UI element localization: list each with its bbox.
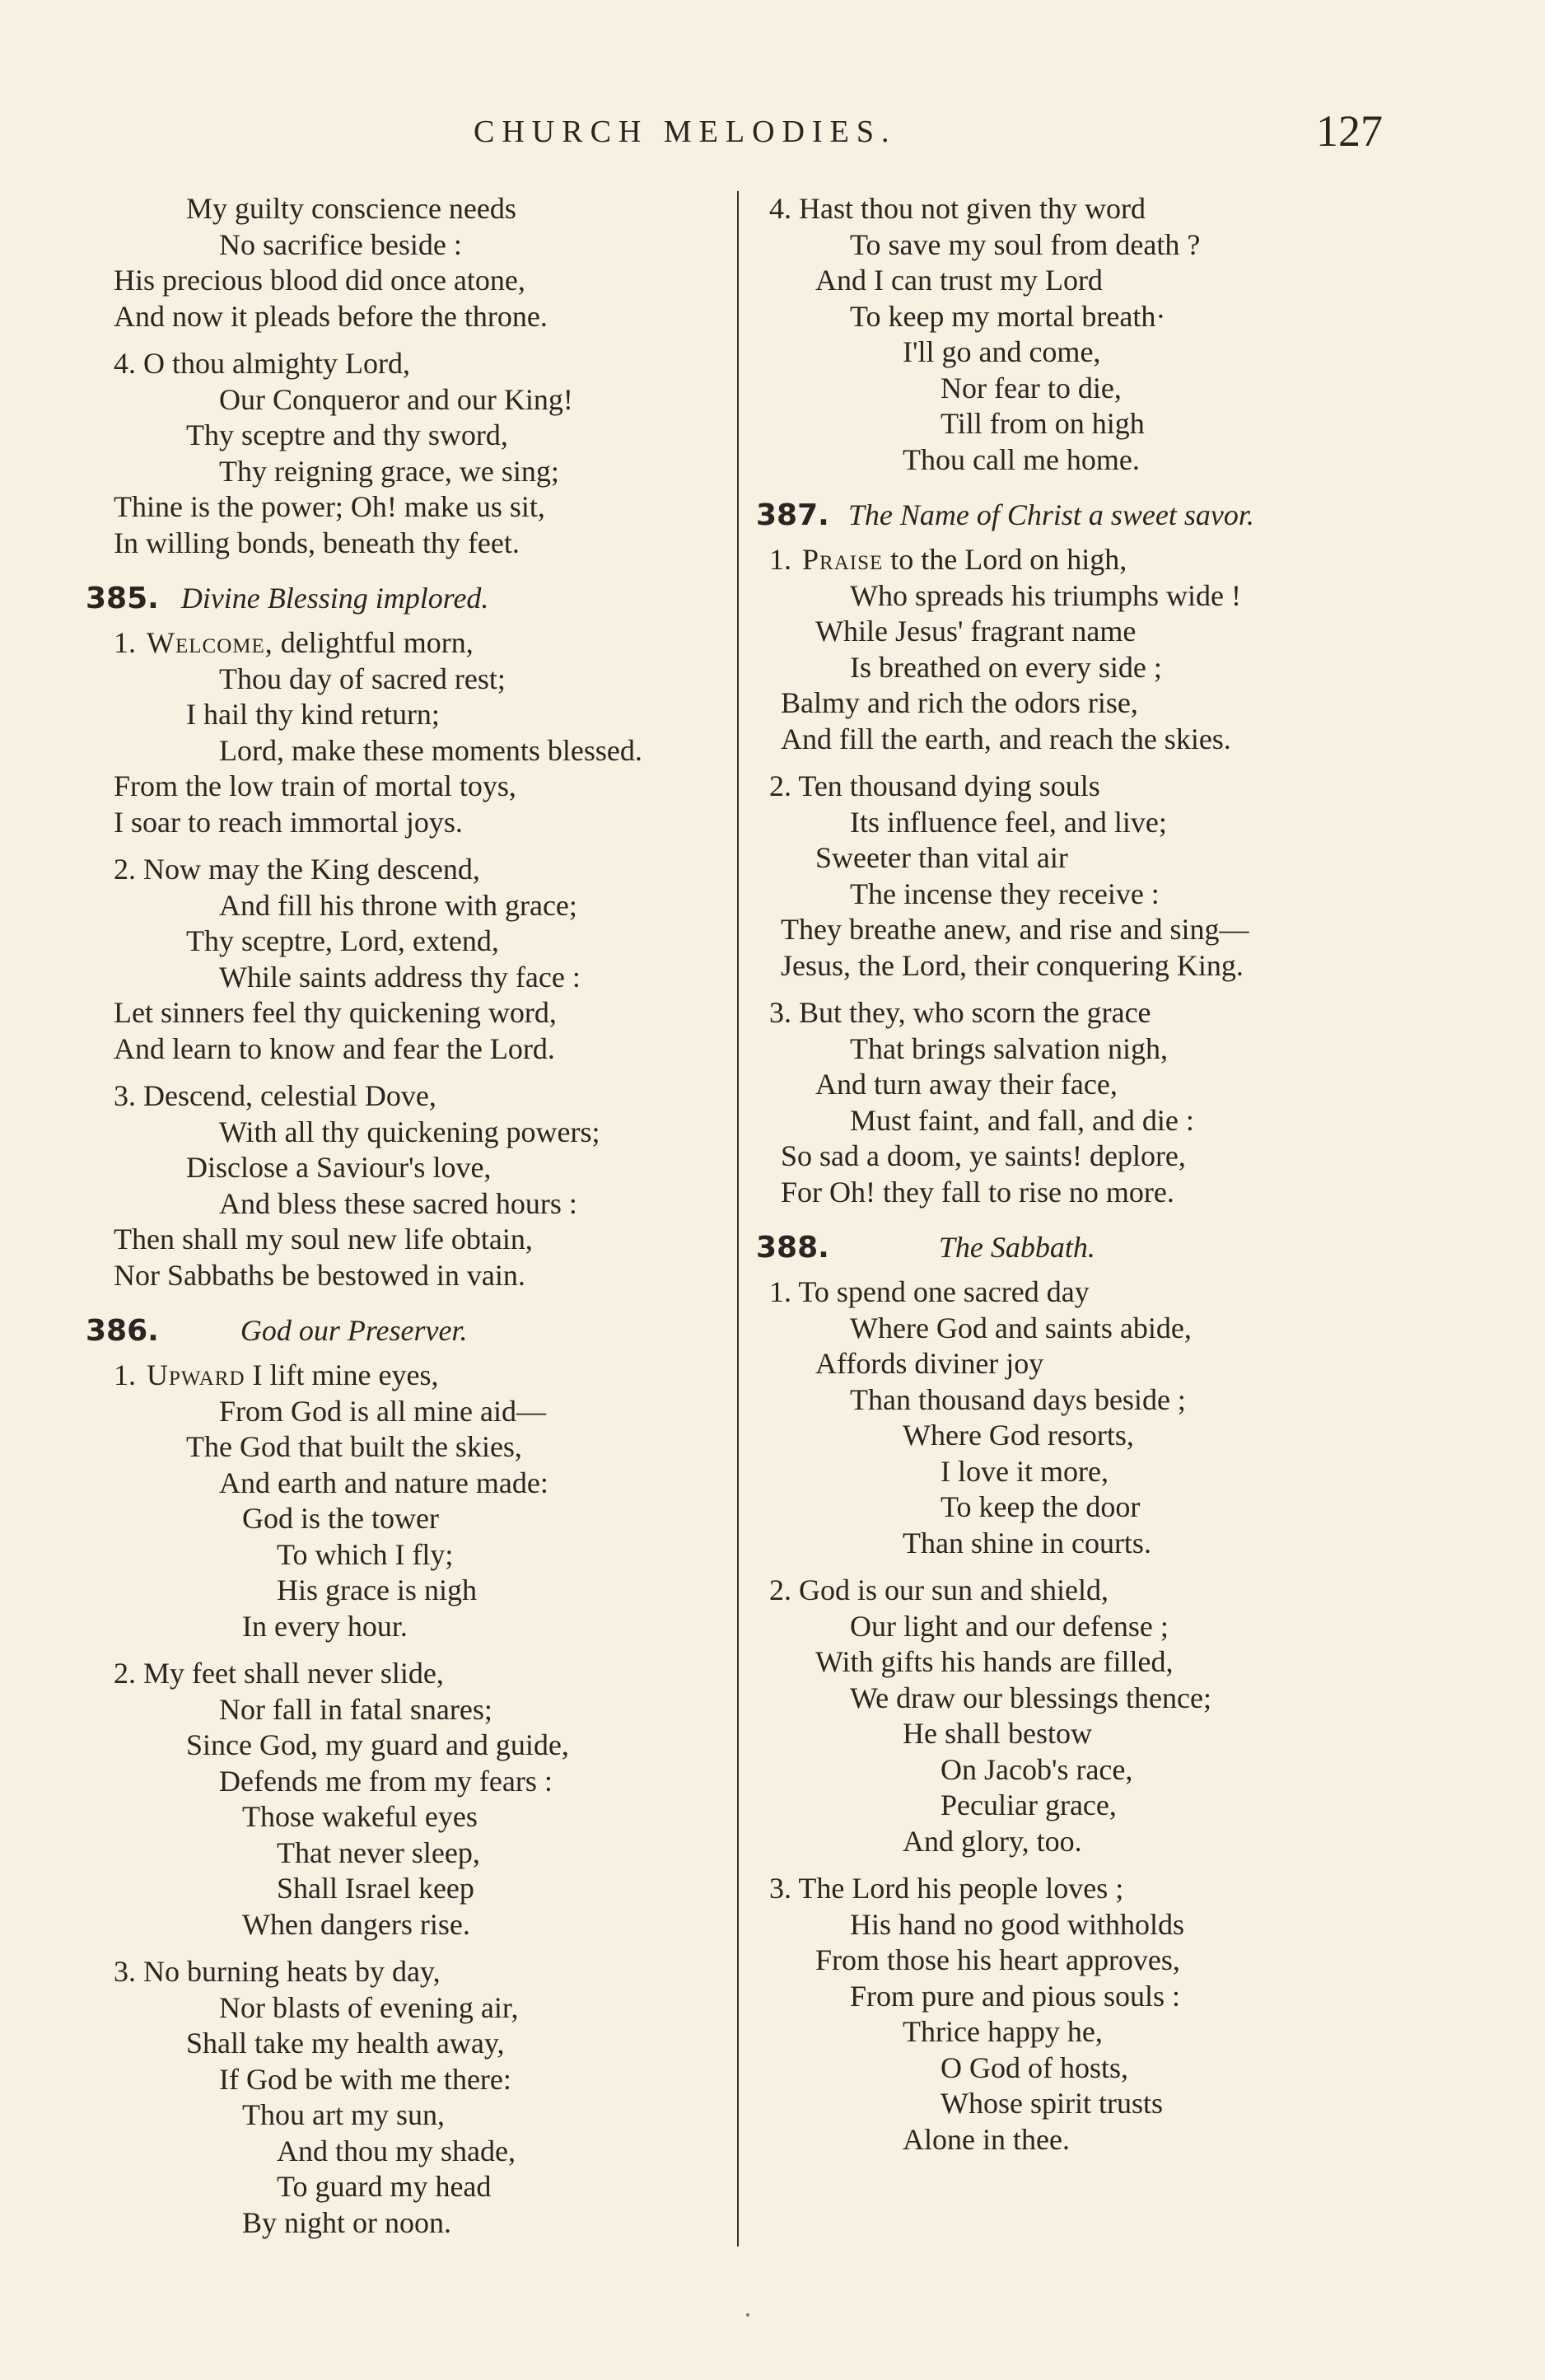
verse-line: O God of hosts, (941, 2050, 1129, 2084)
verse-number: 1. (114, 1358, 136, 1391)
verse-line: 2. Ten thousand dying souls (769, 769, 1100, 802)
verse-line: From the low train of mortal toys, (114, 769, 516, 802)
verse-line: 4. Hast thou not given thy word (769, 192, 1146, 225)
verse (114, 1358, 723, 1644)
verse-line: Thou call me home. (903, 442, 1140, 476)
verse-line: Thine is the power; Oh! make us sit, (114, 490, 545, 523)
verse (766, 995, 1408, 1210)
verse-line: And now it pleads before the throne. (114, 299, 548, 333)
page-header (0, 105, 1545, 155)
verse-line: 3. No burning heats by day, (114, 1955, 441, 1988)
verse-line: Who spreads his triumphs wide ! (850, 578, 1241, 612)
verse-line: Our light and our defense ; (850, 1609, 1169, 1643)
verse-line: In every hour. (242, 1609, 408, 1643)
hymn-number: 388. (756, 1231, 829, 1265)
verse-line: To keep the door (941, 1490, 1141, 1523)
verse-line: By night or noon. (242, 2205, 452, 2239)
verse-line: His hand no good withholds (850, 1907, 1185, 1941)
verse-line: And I can trust my Lord (815, 264, 1103, 297)
verse-number: 1. (769, 543, 791, 576)
verse-line: To save my soul from death ? (850, 227, 1201, 261)
verse-line: And fill the earth, and reach the skies. (781, 722, 1231, 755)
verse-continuation (114, 191, 723, 334)
hymn-heading (756, 1228, 1408, 1266)
verse (766, 1871, 1408, 2158)
hymn-heading (756, 496, 1408, 534)
verse-line: For Oh! they fall to rise no more. (781, 1175, 1174, 1209)
verse-line: And bless these sacred hours : (219, 1186, 577, 1220)
print-speck (746, 2313, 749, 2317)
verse-line: Disclose a Saviour's love, (186, 1151, 492, 1184)
verse (766, 769, 1408, 984)
hymn-title: God our Preserver. (240, 1314, 468, 1347)
verse-line: Sweeter than vital air (815, 841, 1068, 874)
verse-line (766, 542, 1408, 578)
verse-line: 4. O thou almighty Lord, (114, 347, 410, 380)
first-word: Praise (802, 543, 884, 576)
verse-line: Affords diviner joy (815, 1347, 1044, 1380)
verse-line: Then shall my soul new life obtain, (114, 1223, 533, 1255)
verse-line: From God is all mine aid— (219, 1394, 546, 1428)
verse-line: In willing bonds, beneath thy feet. (114, 526, 520, 559)
verse-line-rest: delightful morn, (273, 626, 474, 659)
verse-line: 3. But they, who scorn the grace (769, 996, 1151, 1029)
verse-line: Nor blasts of evening air, (219, 1990, 519, 2024)
verse-line: My guilty conscience needs (186, 192, 516, 225)
verse-line: From those his heart approves, (815, 1943, 1180, 1976)
verse-line: Our Conqueror and our King! (219, 382, 573, 416)
verse-line (114, 1358, 723, 1394)
column-divider (737, 191, 739, 2247)
verse-line-rest: to the Lord on high, (883, 543, 1127, 576)
verse-line: From pure and pious souls : (850, 1979, 1180, 2013)
verse-line: Than thousand days beside ; (850, 1382, 1186, 1416)
verse-line: Thou day of sacred rest; (219, 662, 506, 695)
verse-line: His grace is nigh (277, 1573, 477, 1606)
verse-line: God is the tower (242, 1502, 439, 1535)
verse-line: Shall take my health away, (186, 2027, 505, 2060)
verse-line: 2. My feet shall never slide, (114, 1657, 444, 1690)
page-number: 127 (1316, 106, 1383, 156)
verse-line: I love it more, (941, 1454, 1109, 1488)
verse-line: Thrice happy he, (903, 2015, 1103, 2048)
verse-line: 1. To spend one sacred day (769, 1275, 1090, 1308)
verse-line: While Jesus' fragrant name (815, 615, 1137, 648)
verse-line: That brings salvation nigh, (850, 1031, 1168, 1065)
hymn-title: The Sabbath. (938, 1231, 1095, 1264)
verse-line: And thou my shade, (277, 2134, 516, 2167)
verse-line: Thou art my sun, (242, 2098, 445, 2131)
verse-line: If God be with me there: (219, 2062, 511, 2096)
verse-line: And earth and nature made: (219, 1466, 548, 1499)
verse-line: Must faint, and fall, and die : (850, 1103, 1194, 1137)
verse-line: Shall Israel keep (277, 1872, 474, 1905)
verse-line: Defends me from my fears : (219, 1764, 553, 1798)
verse-line: Let sinners feel thy quickening word, (114, 996, 557, 1029)
verse-line: With gifts his hands are filled, (815, 1645, 1174, 1678)
verse (766, 542, 1408, 757)
hymn-heading (86, 1312, 723, 1349)
verse (114, 1078, 723, 1293)
verse-line: 2. God is our sun and shield, (769, 1573, 1109, 1606)
hymn-number: 386. (86, 1314, 159, 1348)
verse-line (114, 625, 723, 662)
verse-line: To keep my mortal breath· (850, 299, 1166, 333)
verse-line: Where God and saints abide, (850, 1311, 1192, 1344)
verse-line: I'll go and come, (903, 335, 1101, 368)
hymn-number: 385. (86, 582, 159, 615)
verse-line: 3. Descend, celestial Dove, (114, 1079, 436, 1112)
verse-line-rest: I lift mine eyes, (245, 1358, 439, 1391)
hymn-title: The Name of Christ a sweet savor. (847, 498, 1254, 531)
verse-line: He shall bestow (903, 1717, 1092, 1750)
hymn-heading (86, 579, 723, 617)
left-column (86, 191, 723, 2252)
verse (766, 1274, 1408, 1561)
verse-line: 2. Now may the King descend, (114, 853, 480, 886)
verse-line: Thy reigning grace, we sing; (219, 454, 559, 488)
verse-line: Lord, make these moments blessed. (219, 733, 642, 767)
verse (114, 1656, 723, 1943)
verse-line: Nor Sabbaths be bestowed in vain. (114, 1258, 525, 1292)
verse (114, 625, 723, 840)
running-title: CHURCH MELODIES. (474, 115, 897, 149)
verse-line: While saints address thy face : (219, 960, 581, 994)
verse-line: With all thy quickening powers; (219, 1115, 600, 1148)
right-column (756, 191, 1408, 2169)
verse-line: Till from on high (941, 407, 1145, 440)
verse-line: No sacrifice beside : (219, 227, 462, 261)
verse-line: They breathe anew, and rise and sing— (781, 913, 1249, 946)
verse-line: I hail thy kind return; (186, 698, 440, 731)
verse-line: Its influence feel, and live; (850, 805, 1167, 839)
verse-line: The incense they receive : (850, 877, 1160, 910)
verse-line: Alone in thee. (903, 2122, 1070, 2156)
verse-line: Nor fear to die, (941, 371, 1122, 404)
verse-line: 3. The Lord his people loves ; (769, 1872, 1124, 1905)
verse (114, 852, 723, 1067)
verse-line: Nor fall in fatal snares; (219, 1692, 492, 1726)
verse-line: Those wakeful eyes (242, 1800, 478, 1833)
verse (766, 1573, 1408, 1859)
verse-line: Peculiar grace, (941, 1789, 1117, 1821)
verse-line: Jesus, the Lord, their conquering King. (781, 948, 1244, 982)
verse-line: Thy sceptre and thy sword, (186, 418, 508, 451)
verse-line: We draw our blessings thence; (850, 1681, 1211, 1714)
verse-line: Where God resorts, (903, 1419, 1134, 1452)
verse-line: Since God, my guard and guide, (186, 1728, 569, 1761)
verse-line: Thy sceptre, Lord, extend, (186, 924, 499, 957)
verse-line: When dangers rise. (242, 1907, 470, 1941)
verse-line: Than shine in courts. (903, 1526, 1151, 1559)
hymn-number: 387. (756, 498, 829, 532)
verse (114, 1954, 723, 2241)
verse-line: And turn away their face, (815, 1068, 1118, 1101)
verse-line: Whose spirit trusts (941, 2087, 1163, 2120)
hymn-title: Divine Blessing implored. (180, 582, 489, 615)
verse-line: So sad a doom, ye saints! deplore, (781, 1139, 1186, 1172)
first-word: Welcome, (147, 626, 273, 659)
verse-line: And fill his throne with grace; (219, 888, 577, 922)
verse-line: Balmy and rich the odors rise, (781, 686, 1138, 719)
verse-line: Is breathed on every side ; (850, 650, 1162, 684)
verse-line: And glory, too. (903, 1824, 1082, 1858)
first-word: Upward (147, 1358, 245, 1391)
verse-line: His precious blood did once atone, (114, 264, 525, 297)
verse-line: And learn to know and fear the Lord. (114, 1031, 555, 1065)
verse-line: To which I fly; (277, 1537, 454, 1571)
verse (766, 191, 1408, 478)
verse-number: 1. (114, 626, 136, 659)
verse-line: That never sleep, (277, 1835, 480, 1869)
verse-line: To guard my head (277, 2170, 492, 2203)
verse (114, 346, 723, 561)
verse-line: On Jacob's race, (941, 1752, 1133, 1786)
verse-line: I soar to reach immortal joys. (114, 805, 463, 839)
verse-line: The God that built the skies, (186, 1430, 522, 1463)
